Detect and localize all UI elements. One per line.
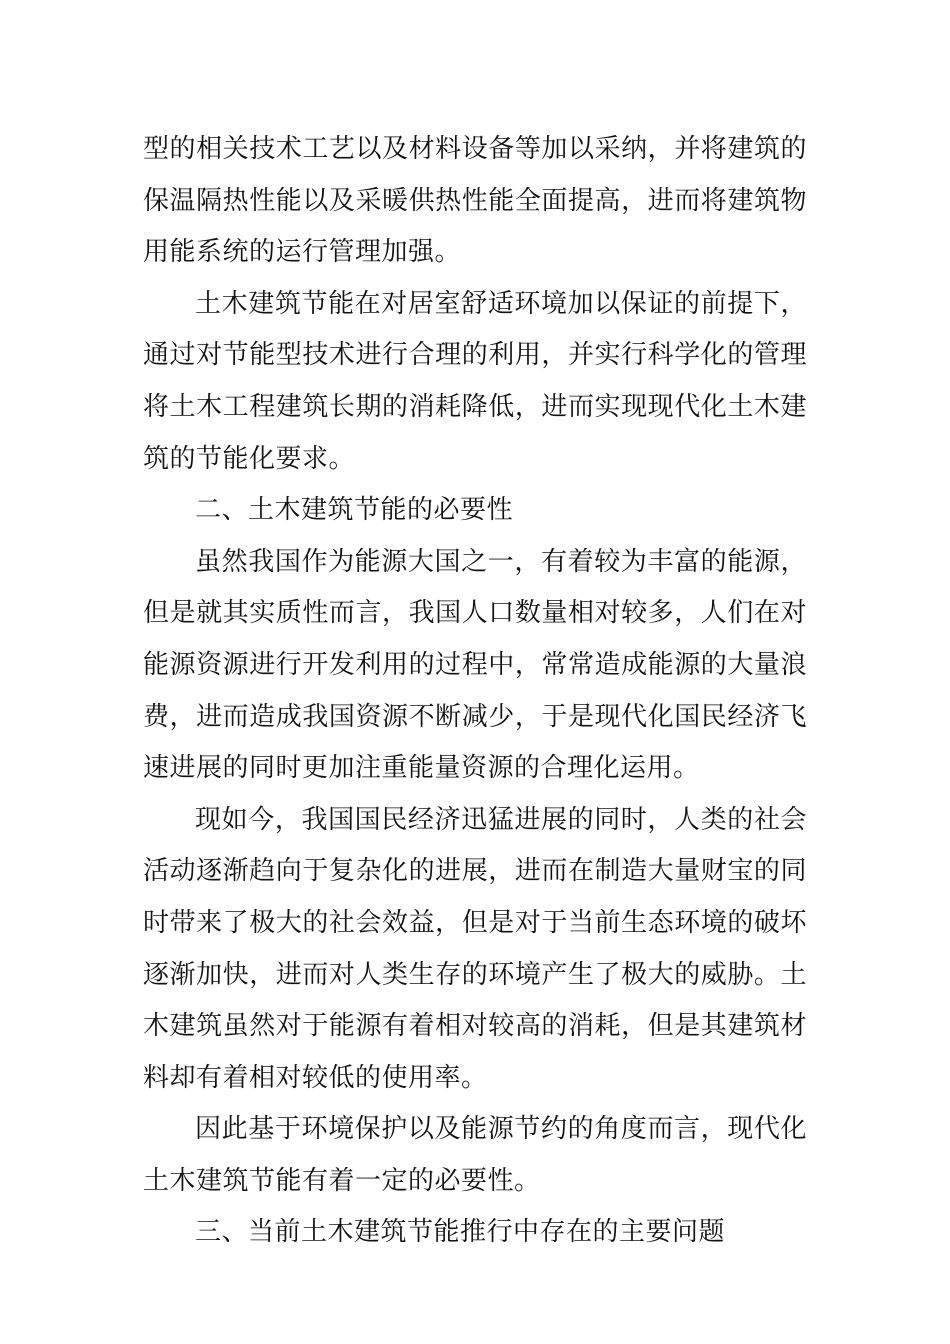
paragraph-economy-environment: 现如今，我国国民经济迅猛进展的同时，人类的社会活动逐渐趋向于复杂化的进展，进而在制造大量财宝的同时带来了极大的社会效益，但是对于当前生态环境的破坏逐渐加快，进而对人类生存的环境产生了极大的威胁。土木建筑虽然对于能源有着相对较高的消耗，但是其建筑材料却有着相对较低的使用率。 <box>143 804 807 1093</box>
paragraph-energy-definition: 土木建筑节能在对居室舒适环境加以保证的前提下，通过对节能型技术进行合理的利用，并实行科学化的管理将土木工程建筑长期的消耗降低，进而实现现代化土木建筑的节能化要求。 <box>143 288 807 474</box>
paragraph-energy-resources: 虽然我国作为能源大国之一，有着较为丰富的能源，但是就其实质性而言，我国人口数量相对较多，人们在对能源资源进行开发利用的过程中，常常造成能源的大量浪费，进而造成我国资源不断减少，于是现代化国民经济飞速进展的同时更加注重能量资源的合理化运用。 <box>143 546 807 784</box>
section-heading-problems: 三、当前土木建筑节能推行中存在的主要问题 <box>195 1217 726 1248</box>
paragraph-continuation: 型的相关技术工艺以及材料设备等加以采纳，并将建筑的保温隔热性能以及采暖供热性能全面提高，进而将建筑物用能系统的运行管理加强。 <box>143 134 807 268</box>
document-body <box>143 124 807 1259</box>
section-heading-necessity: 二、土木建筑节能的必要性 <box>195 495 514 526</box>
paragraph-conclusion: 因此基于环境保护以及能源节约的角度而言，现代化土木建筑节能有着一定的必要性。 <box>143 1114 807 1196</box>
